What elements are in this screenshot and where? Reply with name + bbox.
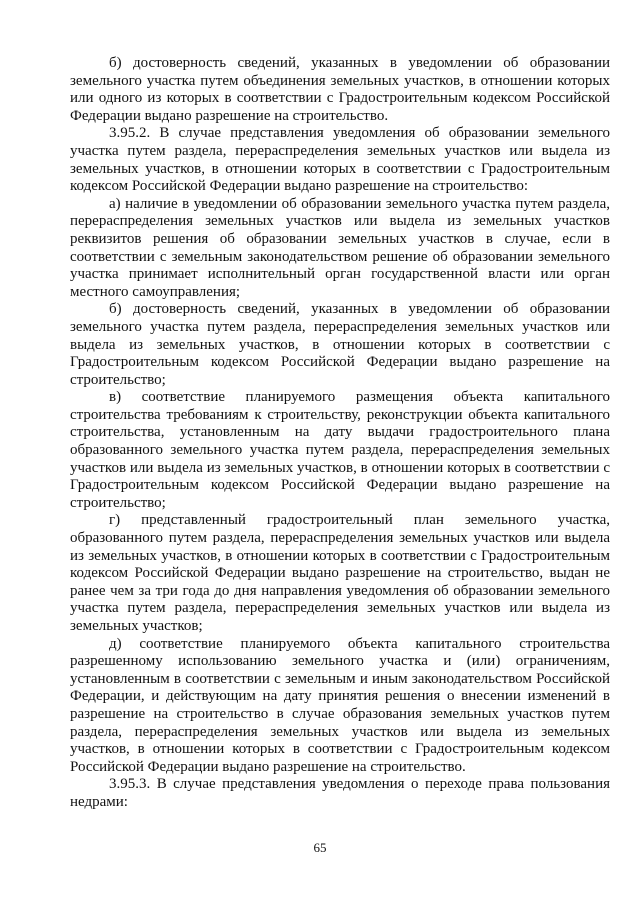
paragraph-item-a: а) наличие в уведомлении об образовании земельного участка путем раздела, перераспределения земельных участков или выдела из земельных участков реквизитов решения об образовании земельных участков в случае, если в соответствии с земельным законодательством решение об образовании земельного участка принимает исполнительный орган государственной власти или орган местного самоуправления; xyxy=(70,195,610,300)
paragraph-3-95-2: 3.95.2. В случае представления уведомления об образовании земельного участка путем раздела, перераспределения земельных участков или выдела из земельных участков, в отношении которых в соответствии с Градостроительным кодексом Российской Федерации выдано разрешение на строительство: xyxy=(70,125,610,195)
paragraph-item-b: б) достоверность сведений, указанных в уведомлении об образовании земельного участка путем раздела, перераспределения земельных участков или выдела из земельных участков, в отношении которых в соответствии с Градостроительным кодексом Российской Федерации выдано разрешение на строительство; xyxy=(70,301,610,388)
paragraph-item-g: г) представленный градостроительный план земельного участка, образованного путем раздела, перераспределения земельных участков или выдела из земельных участков, в отношении которых в соответствии с Градостроительным кодексом Российской Федерации выдано разрешение на строительство, выдан не ранее чем за три года до дня направления уведомления об образовании земельного участка путем раздела, перераспределения земельных участков или выдела из земельных участков; xyxy=(70,512,610,634)
document-body xyxy=(70,55,610,812)
paragraph-item-d: д) соответствие планируемого объекта капитального строительства разрешенному использованию земельного участка и (или) ограничениям, установленным в соответствии с земельным и иным законодательством Российской Федерации, и действующим на дату принятия решения о внесении изменений в разрешение на строительство в случае образования земельных участков путем раздела, перераспределения земельных участков или выдела из земельных участков, в отношении которых в соответствии с Градостроительным кодексом Российской Федерации выдано разрешение на строительство. xyxy=(70,635,610,775)
paragraph-item-b-verification: б) достоверность сведений, указанных в уведомлении об образовании земельного участка путем объединения земельных участков, в отношении которых или одного из которых в соответствии с Градостроительным кодексом Российской Федерации выдано разрешение на строительство. xyxy=(70,55,610,124)
paragraph-item-v: в) соответствие планируемого размещения объекта капитального строительства требованиям к строительству, реконструкции объекта капитального строительства, установленным на дату выдачи градостроительного плана образованного земельного участка путем раздела, перераспределения земельных участков или выдела из земельных участков, в отношении которых в соответствии с Градостроительным кодексом Российской Федерации выдано разрешение на строительство; xyxy=(70,389,610,511)
paragraph-3-95-3: 3.95.3. В случае представления уведомления о переходе права пользования недрами: xyxy=(70,776,610,810)
page-number: 65 xyxy=(313,840,327,855)
